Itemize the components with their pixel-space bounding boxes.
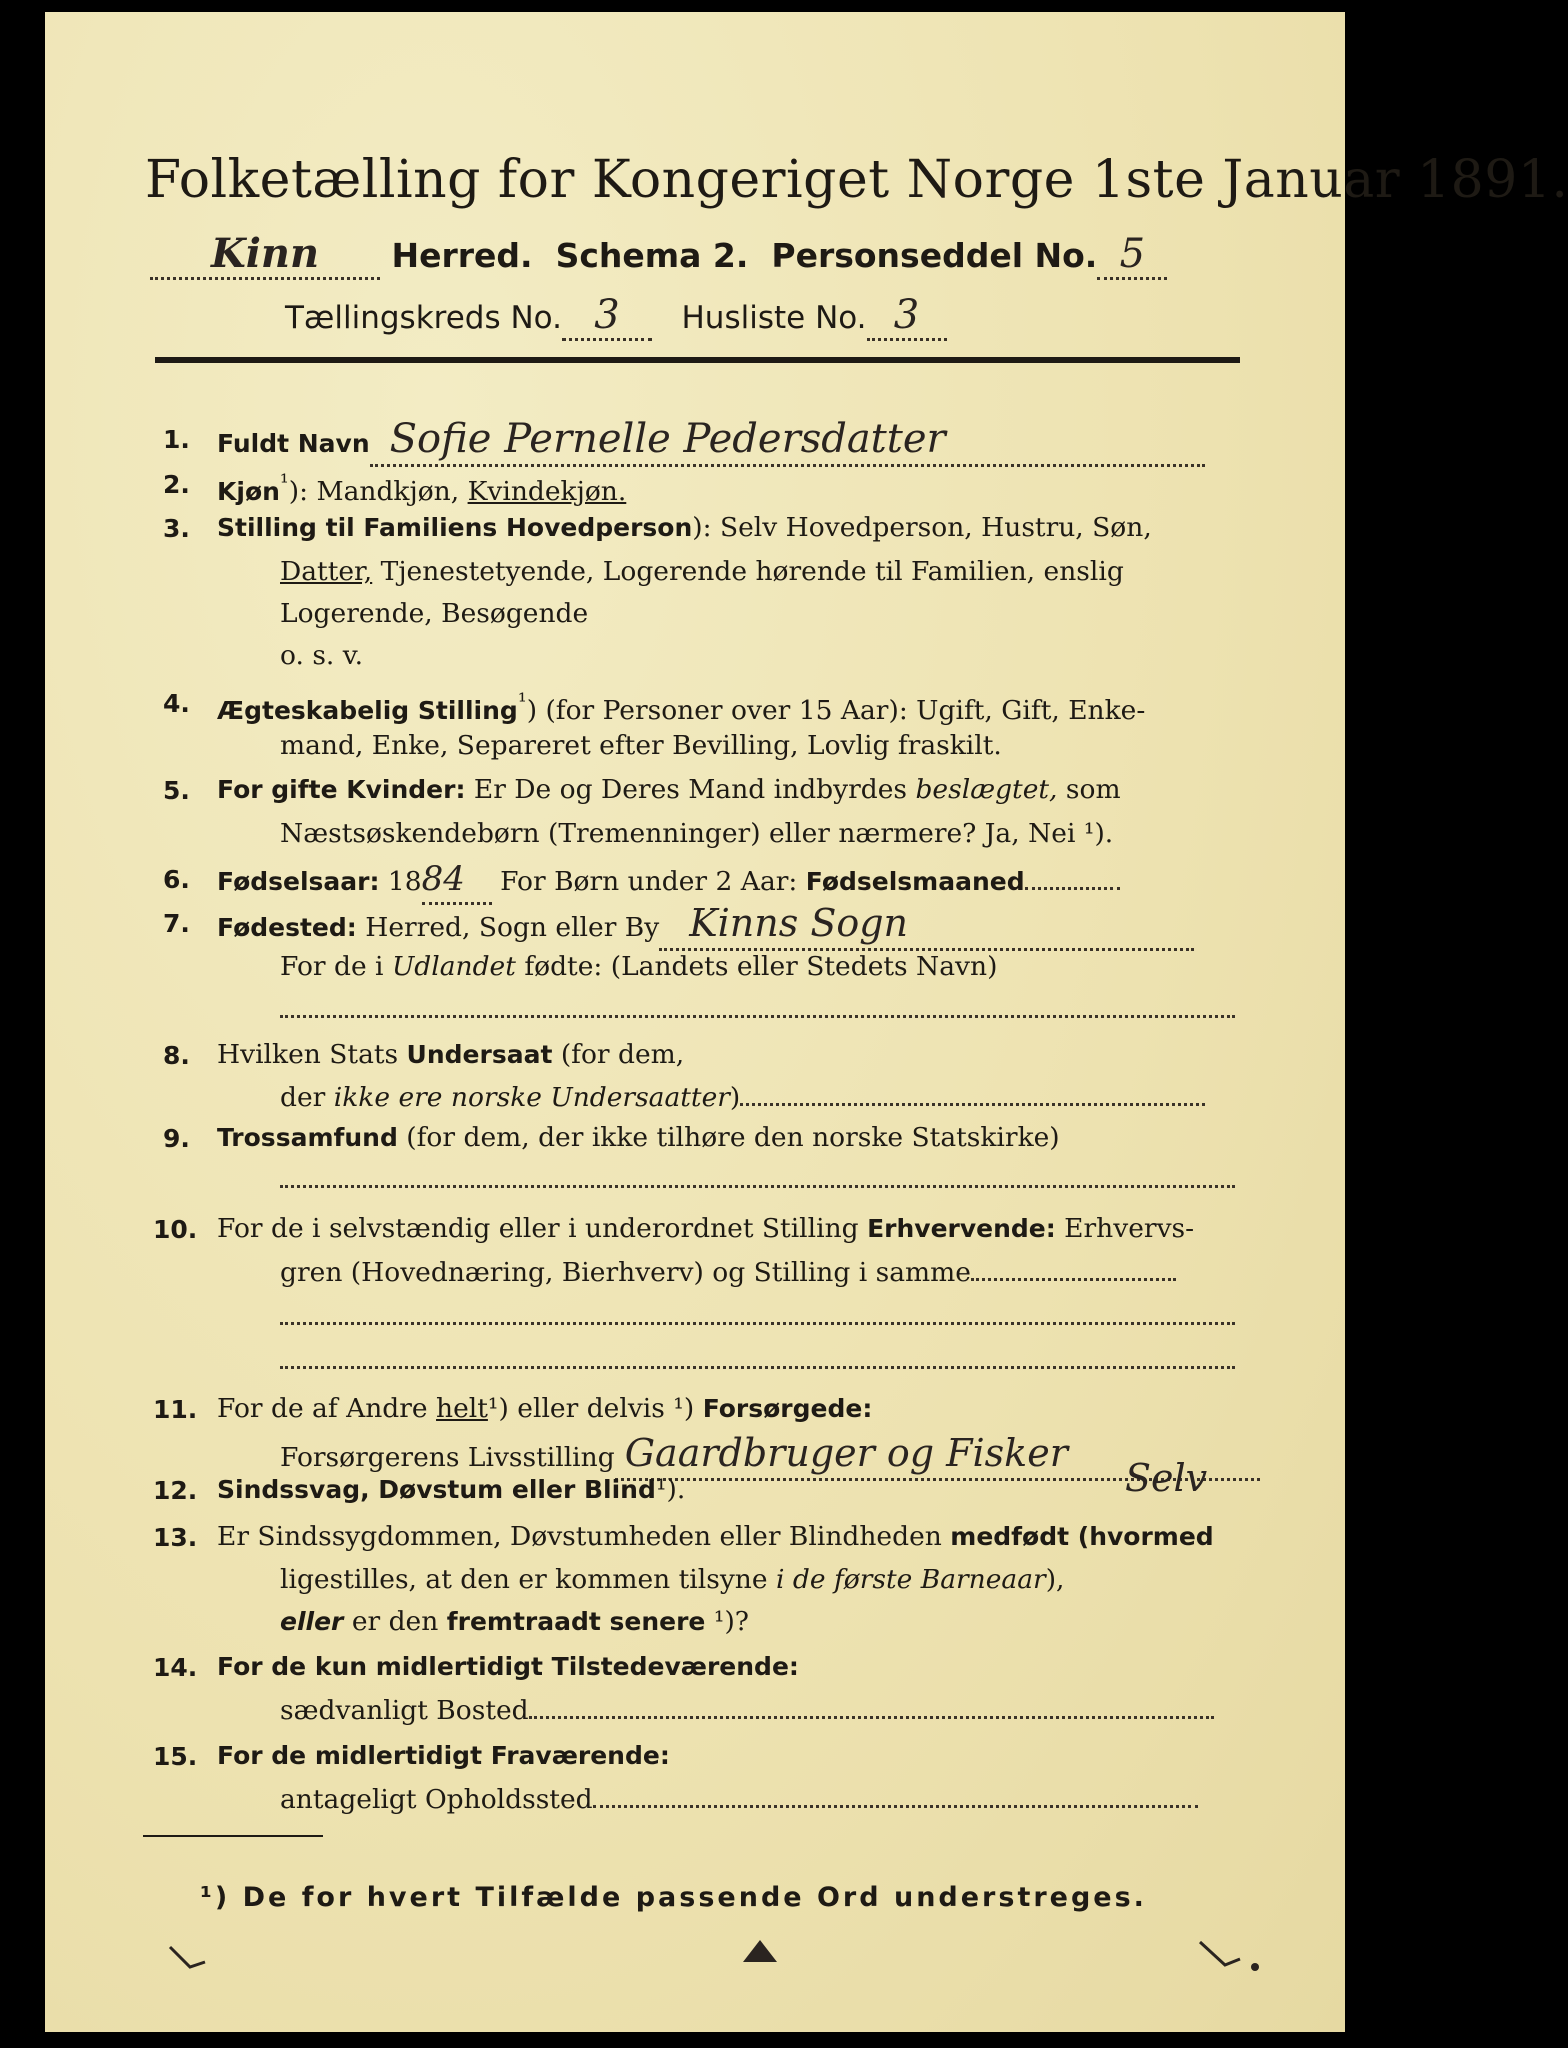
q4-line2: mand, Enke, Separeret efter Bevilling, Lovlig fraskilt.	[280, 730, 1002, 761]
q5-text-a: Er De og Deres Mand indbyrdes	[465, 774, 916, 805]
form-title: Folketælling for Kongeriget Norge 1ste Januar 1891.	[145, 150, 1568, 210]
q2-label: Kjøn	[217, 476, 280, 506]
q14-label: For de kun midlertidigt Tilstedeværende:	[217, 1652, 799, 1681]
q1-value: Sofie Pernelle Pedersdatter	[389, 416, 946, 462]
q13-line2b: ),	[1045, 1564, 1065, 1595]
q7-text: Herred, Sogn eller By	[356, 912, 660, 943]
q9-blank-line	[280, 1160, 1235, 1200]
q12-text: ¹).	[655, 1474, 686, 1505]
q15-row-1	[217, 1736, 670, 1776]
q7-line2a: For de i	[280, 951, 392, 982]
footnote: ¹) De for hvert Tilfælde passende Ord understreges.	[200, 1882, 1147, 1913]
q11-number: 11.	[153, 1395, 198, 1424]
q14-row-1	[217, 1647, 799, 1687]
q2-text: ): Mandkjøn,	[288, 475, 468, 507]
q3-line4: o. s. v.	[280, 640, 364, 671]
husliste-label: Husliste No.	[681, 300, 867, 336]
q12-number: 12.	[153, 1476, 198, 1505]
q9-row	[217, 1118, 1060, 1158]
q15-line2: antageligt Opholdssted	[280, 1784, 593, 1815]
q7-value: Kinns Sogn	[689, 901, 909, 945]
q14-number: 14.	[153, 1653, 198, 1682]
q5-italic: beslægtet,	[915, 774, 1058, 805]
q5-row-1	[217, 770, 1121, 810]
q13-line3a: er den	[343, 1606, 447, 1637]
q13-line2a: ligestilles, at den er kommen tilsyne	[280, 1564, 776, 1595]
q3-line3: Logerende, Besøgende	[280, 598, 589, 629]
q3-label: Stilling til Familiens Hovedperson	[217, 513, 693, 542]
taellingskreds-line	[285, 292, 947, 341]
q11-row-1	[217, 1389, 872, 1429]
herred-label: Herred.	[391, 236, 533, 275]
q8-number: 8.	[163, 1041, 190, 1070]
corner-mark-left-icon	[165, 1942, 215, 1982]
q6-rest: For Børn under 2 Aar:	[491, 866, 806, 897]
taellingskreds-label: Tællingskreds No.	[285, 300, 562, 336]
q12-value: Selv	[1125, 1456, 1208, 1500]
q5-line2: Næstsøskendebørn (Tremenninger) eller nærmere? Ja, Nei ¹).	[280, 818, 1114, 849]
q2-underlined: Kvindekjøn.	[467, 475, 627, 507]
q11-line1c: Forsørgede:	[702, 1394, 873, 1423]
q9-number: 9.	[163, 1124, 190, 1153]
q13-line3i: eller	[280, 1607, 344, 1636]
q2-sup: ¹	[279, 471, 289, 496]
personseddel-label: Personseddel No.	[771, 236, 1098, 275]
q7-row-2	[280, 947, 997, 987]
q4-number: 4.	[163, 689, 190, 718]
q15-row-2	[280, 1780, 1198, 1820]
q7-label: Fødested:	[217, 913, 357, 942]
q6-number: 6.	[163, 865, 190, 894]
q2-number: 2.	[163, 470, 190, 499]
q13-line3c: ¹)?	[705, 1606, 749, 1637]
q14-line2: sædvanligt Bosted	[280, 1695, 529, 1726]
q13-line1b: medfødt	[950, 1522, 1070, 1551]
taellingskreds-value: 3	[594, 292, 620, 338]
q1-number: 1.	[163, 425, 190, 454]
q11-line1a: For de af Andre	[217, 1393, 437, 1424]
q8-line1a: Hvilken Stats	[217, 1039, 407, 1070]
q8-line2i: ikke ere norske Undersaatter	[333, 1082, 730, 1113]
q9-text: (for dem, der ikke tilhøre den norske Statskirke)	[397, 1122, 1060, 1153]
q7-blank-line	[280, 990, 1235, 1030]
herred-value: Kinn	[210, 230, 320, 277]
q5-label: For gifte Kvinder:	[217, 775, 466, 804]
schema-label: Schema 2.	[555, 236, 749, 275]
q10-row-1	[217, 1209, 1194, 1249]
q3-row-2	[280, 552, 1124, 592]
q10-line1a: For de i selvstændig eller i underordnet Stilling	[217, 1213, 868, 1244]
q13-row-1	[217, 1517, 1214, 1557]
q3-row-1	[217, 508, 1152, 548]
q11-value: Gaardbruger og Fisker	[624, 1431, 1068, 1475]
q7-line2i: Udlandet	[391, 951, 516, 982]
herred-line	[150, 230, 1167, 280]
q3-number: 3.	[163, 514, 190, 543]
q15-number: 15.	[153, 1742, 198, 1771]
q7-number: 7.	[163, 909, 190, 938]
q8-line1c: (for dem,	[552, 1039, 685, 1070]
q9-label: Trossamfund	[217, 1123, 398, 1152]
q6-value: 84	[421, 859, 465, 899]
q4-label: Ægteskabelig Stilling	[217, 695, 518, 725]
q2-row	[217, 464, 626, 512]
q11-line2: Forsørgerens Livsstilling	[280, 1442, 615, 1473]
q11-underlined: helt	[436, 1393, 488, 1424]
q6-row	[217, 859, 1120, 905]
q8-row-2	[280, 1078, 1205, 1118]
header-rule	[155, 357, 1240, 363]
q10-line1c: Erhvervs-	[1055, 1213, 1195, 1244]
q11-line1b: ¹) eller delvis ¹)	[487, 1393, 703, 1424]
q13-line3b: fremtraadt senere	[446, 1607, 706, 1636]
q4-row-1: Ægteskabelig Stilling$^{^1}$) (for Personer over 15 Aar): Ugift, Gift, Enke-	[217, 690, 1146, 726]
q6-prefix: 18	[379, 866, 422, 897]
q13-line2i: i de første Barneaar	[775, 1564, 1046, 1595]
personseddel-value: 5	[1119, 231, 1146, 277]
q5-text-b: som	[1057, 774, 1121, 805]
q14-row-2	[280, 1691, 1214, 1731]
q1-label: Fuldt Navn	[217, 429, 370, 458]
q13-line1a: Er Sindssygdommen, Døvstumheden eller Blindheden	[217, 1521, 951, 1552]
q7-row-1	[217, 903, 1194, 951]
q13-row-3	[280, 1602, 749, 1642]
q3-underlined: Datter,	[280, 556, 373, 587]
q13-line1c: (hvormed	[1069, 1522, 1214, 1551]
q4-line1: ) (for Personer over 15 Aar): Ugift, Gift, Enke-	[526, 694, 1146, 726]
corner-mark-center-icon	[735, 1932, 785, 1972]
q13-number: 13.	[153, 1523, 198, 1552]
footnote-rule	[143, 1835, 323, 1837]
q3-line1: ): Selv Hovedperson, Hustru, Søn,	[692, 512, 1152, 543]
q3-line2: Tjenestetyende, Logerende hørende til Familien, enslig	[372, 556, 1124, 587]
q10-line2: gren (Hovednæring, Bierhverv) og Stilling i samme	[280, 1257, 971, 1288]
q8-line2b: )	[729, 1082, 741, 1113]
q12-row	[217, 1470, 685, 1510]
q6-rest-bold: Fødselsmaaned	[805, 867, 1025, 896]
q8-line1b: Undersaat	[406, 1040, 553, 1069]
q8-line2a: der	[280, 1082, 334, 1113]
q10-blank-2	[280, 1341, 1235, 1381]
q5-number: 5.	[163, 776, 190, 805]
q15-label: For de midlertidigt Fraværende:	[217, 1741, 670, 1770]
q12-label: Sindssvag, Døvstum eller Blind	[217, 1475, 656, 1504]
q1-row	[217, 416, 1205, 467]
q10-row-2	[280, 1253, 1176, 1293]
q6-label: Fødselsaar:	[217, 867, 380, 896]
q10-number: 10.	[153, 1215, 198, 1244]
corner-mark-right-icon	[1195, 1937, 1265, 1982]
q7-line2b: fødte: (Landets eller Stedets Navn)	[515, 951, 998, 982]
q10-blank-1	[280, 1297, 1235, 1337]
q8-row-1	[217, 1035, 684, 1075]
husliste-value: 3	[893, 292, 920, 338]
q13-row-2	[280, 1560, 1064, 1600]
census-form	[45, 12, 1568, 2032]
q10-line1b: Erhvervende:	[867, 1214, 1056, 1243]
